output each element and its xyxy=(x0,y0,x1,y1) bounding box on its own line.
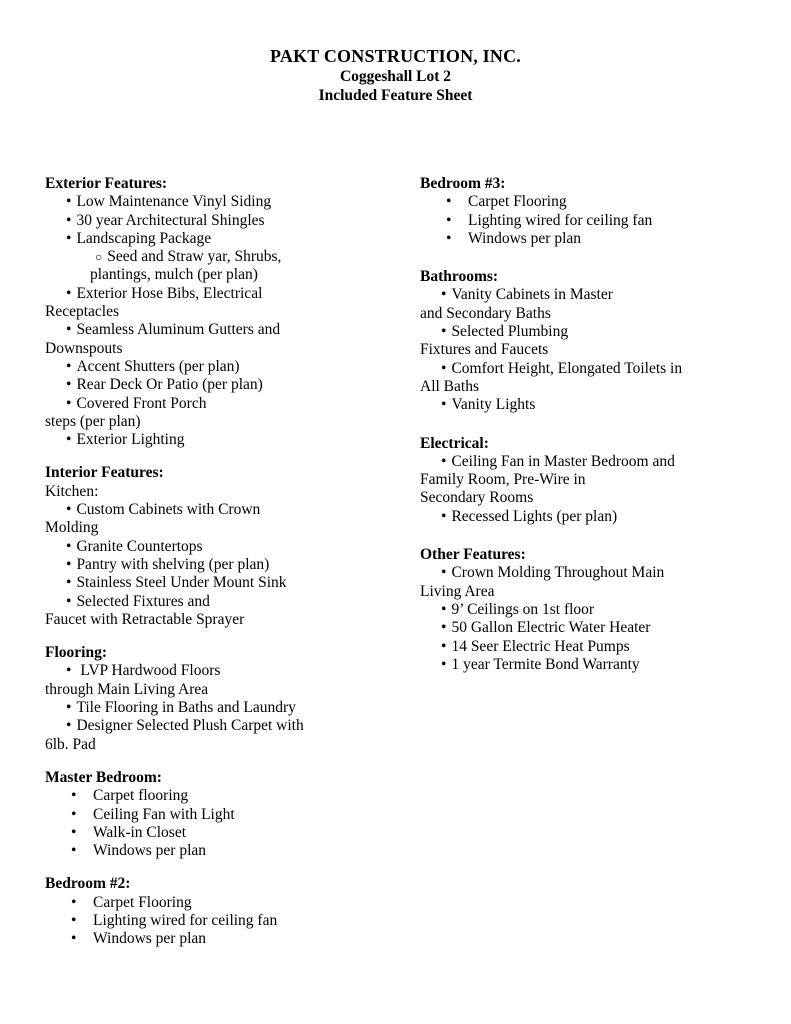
feature-text: LVP Hardwood Floors xyxy=(76,662,221,680)
feature-line xyxy=(420,341,775,359)
feature-text: 1 year Termite Bond Warranty xyxy=(451,655,640,673)
bullet-icon: • xyxy=(66,501,72,519)
feature-text: Low Maintenance Vinyl Siding xyxy=(76,193,272,211)
feature-text: Seamless Aluminum Gutters and xyxy=(76,321,281,339)
feature-text: 50 Gallon Electric Water Heater xyxy=(451,619,651,637)
feature-text: 14 Seer Electric Heat Pumps xyxy=(451,637,630,655)
feature-line xyxy=(45,574,420,592)
sheet-title: Included Feature Sheet xyxy=(318,87,473,104)
feature-text: Selected Plumbing xyxy=(451,323,569,341)
feature-text: Exterior Hose Bibs, Electrical xyxy=(76,284,263,302)
feature-text: Carpet Flooring xyxy=(93,893,192,911)
feature-line xyxy=(420,471,775,489)
feature-text: Granite Countertops xyxy=(76,537,203,555)
feature-line xyxy=(45,431,420,449)
bullet-icon: • xyxy=(446,193,452,211)
feature-text: Living Area xyxy=(420,582,495,600)
feature-text: Lighting wired for ceiling fan xyxy=(468,211,653,229)
feature-text: Windows per plan xyxy=(468,229,582,247)
feature-line xyxy=(420,583,775,601)
feature-line xyxy=(45,556,420,574)
feature-line xyxy=(420,656,775,674)
bullet-icon: • xyxy=(66,321,72,339)
bullet-icon: • xyxy=(71,842,77,860)
feature-line xyxy=(45,413,420,431)
feature-text: Landscaping Package xyxy=(76,229,212,247)
feature-line xyxy=(420,564,775,582)
bullet-icon: • xyxy=(71,805,77,823)
feature-line xyxy=(420,305,775,323)
feature-section xyxy=(45,644,420,754)
feature-text: 6lb. Pad xyxy=(45,735,96,753)
bullet-icon: • xyxy=(66,357,72,375)
feature-line xyxy=(420,396,775,414)
bullet-icon: • xyxy=(71,787,77,805)
bullet-icon: • xyxy=(66,555,72,573)
feature-line xyxy=(45,717,420,735)
feature-line xyxy=(45,611,420,629)
bullet-icon: • xyxy=(71,930,77,948)
feature-columns xyxy=(0,175,791,964)
feature-line xyxy=(45,358,420,376)
feature-line xyxy=(420,378,775,396)
bullet-icon: • xyxy=(441,286,447,304)
bullet-icon: • xyxy=(441,655,447,673)
bullet-icon: • xyxy=(66,574,72,592)
bullet-icon: • xyxy=(66,229,72,247)
bullet-icon: • xyxy=(66,211,72,229)
feature-text: Carpet Flooring xyxy=(468,193,567,211)
feature-line xyxy=(45,321,420,339)
feature-text: Accent Shutters (per plan) xyxy=(76,357,240,375)
feature-line xyxy=(45,519,420,537)
feature-text: Fixtures and Faucets xyxy=(420,341,549,359)
feature-text: Molding xyxy=(45,519,99,537)
feature-text: Faucet with Retractable Sprayer xyxy=(45,610,245,628)
bullet-icon: • xyxy=(441,564,447,582)
feature-text: Rear Deck Or Patio (per plan) xyxy=(76,376,263,394)
bullet-icon: • xyxy=(71,823,77,841)
section-subtitle: Kitchen: xyxy=(45,482,99,500)
bullet-icon: • xyxy=(66,699,72,717)
feature-text: Downspouts xyxy=(45,339,123,357)
feature-line xyxy=(420,323,775,341)
feature-line xyxy=(45,303,420,321)
feature-line xyxy=(45,842,420,860)
section-title: Other Features: xyxy=(420,546,526,564)
bullet-icon: • xyxy=(66,717,72,735)
feature-section xyxy=(420,268,775,414)
feature-line xyxy=(45,662,420,680)
circle-bullet-icon: ○ xyxy=(95,250,103,265)
feature-text: Comfort Height, Elongated Toilets in xyxy=(451,359,683,377)
feature-line xyxy=(45,787,420,805)
feature-section xyxy=(420,175,775,248)
feature-line xyxy=(45,538,420,556)
feature-text: Exterior Lighting xyxy=(76,431,185,449)
feature-line xyxy=(45,266,420,284)
feature-text: Recessed Lights (per plan) xyxy=(451,507,618,525)
feature-section xyxy=(420,546,775,674)
bullet-icon: • xyxy=(446,229,452,247)
feature-line xyxy=(420,286,775,304)
bullet-icon: • xyxy=(441,637,447,655)
feature-line xyxy=(45,736,420,754)
feature-text: Receptacles xyxy=(45,303,120,321)
feature-line xyxy=(45,894,420,912)
left-column xyxy=(45,175,420,964)
feature-text: Seed and Straw yar, Shrubs, xyxy=(107,248,282,266)
feature-section xyxy=(45,769,420,860)
document-header xyxy=(0,0,791,105)
bullet-icon: • xyxy=(66,284,72,302)
feature-line xyxy=(45,212,420,230)
feature-line xyxy=(45,930,420,948)
feature-line xyxy=(45,340,420,358)
feature-text: Windows per plan xyxy=(93,930,207,948)
bullet-icon: • xyxy=(66,592,72,610)
bullet-icon: • xyxy=(441,452,447,470)
feature-line xyxy=(45,230,420,248)
feature-text: steps (per plan) xyxy=(45,412,141,430)
feature-text: plantings, mulch (per plan) xyxy=(90,266,258,284)
feature-text: Family Room, Pre-Wire in xyxy=(420,471,586,489)
feature-line xyxy=(420,212,775,230)
feature-text: Custom Cabinets with Crown xyxy=(76,501,261,519)
section-title: Exterior Features: xyxy=(45,175,168,192)
feature-text: through Main Living Area xyxy=(45,680,209,698)
section-title: Bedroom #2: xyxy=(45,875,131,893)
section-title: Master Bedroom: xyxy=(45,768,162,786)
bullet-icon: • xyxy=(66,394,72,412)
feature-text: Vanity Cabinets in Master xyxy=(451,286,613,304)
feature-text: Windows per plan xyxy=(93,842,207,860)
feature-line xyxy=(420,360,775,378)
feature-text: Secondary Rooms xyxy=(420,489,534,507)
bullet-icon: • xyxy=(441,359,447,377)
feature-line xyxy=(420,619,775,637)
feature-section xyxy=(45,175,420,449)
feature-line xyxy=(45,193,420,211)
feature-section xyxy=(45,875,420,948)
bullet-icon: • xyxy=(66,431,72,449)
bullet-icon: • xyxy=(71,911,77,929)
feature-line xyxy=(45,395,420,413)
section-title: Electrical: xyxy=(420,434,489,452)
feature-text: Crown Molding Throughout Main xyxy=(451,564,665,582)
bullet-icon: • xyxy=(446,211,452,229)
feature-line xyxy=(45,806,420,824)
company-name: PAKT CONSTRUCTION, INC. xyxy=(270,46,521,66)
feature-text: 30 year Architectural Shingles xyxy=(76,211,265,229)
feature-line xyxy=(420,601,775,619)
feature-text: Designer Selected Plush Carpet with xyxy=(76,717,304,735)
feature-section xyxy=(420,435,775,526)
feature-text: and Secondary Baths xyxy=(420,304,551,322)
right-column xyxy=(420,175,775,964)
feature-text: Carpet flooring xyxy=(93,787,189,805)
feature-line xyxy=(45,501,420,519)
feature-text: Covered Front Porch xyxy=(76,394,207,412)
bullet-icon: • xyxy=(441,600,447,618)
bullet-icon: • xyxy=(66,376,72,394)
feature-text: 9’ Ceilings on 1st floor xyxy=(451,600,595,618)
feature-line xyxy=(420,230,775,248)
feature-text: Ceiling Fan in Master Bedroom and xyxy=(451,452,675,470)
feature-line xyxy=(45,248,420,266)
feature-line xyxy=(45,912,420,930)
bullet-icon: • xyxy=(441,507,447,525)
feature-line xyxy=(45,593,420,611)
feature-text: Walk-in Closet xyxy=(93,823,187,841)
feature-text: Pantry with shelving (per plan) xyxy=(76,555,270,573)
feature-line xyxy=(420,193,775,211)
feature-text: Selected Fixtures and xyxy=(76,592,210,610)
feature-section xyxy=(45,464,420,629)
feature-line xyxy=(45,285,420,303)
feature-line xyxy=(420,489,775,507)
feature-line xyxy=(45,376,420,394)
feature-text: Vanity Lights xyxy=(451,396,536,414)
feature-line xyxy=(45,699,420,717)
feature-line xyxy=(420,638,775,656)
feature-line xyxy=(420,453,775,471)
bullet-icon: • xyxy=(441,323,447,341)
bullet-icon: • xyxy=(71,893,77,911)
feature-line xyxy=(45,681,420,699)
bullet-icon: • xyxy=(66,662,72,680)
section-title: Flooring: xyxy=(45,644,107,662)
bullet-icon: • xyxy=(66,537,72,555)
bullet-icon: • xyxy=(441,619,447,637)
section-title: Bathrooms: xyxy=(420,268,499,286)
feature-line xyxy=(45,824,420,842)
section-title: Interior Features: xyxy=(45,464,164,482)
feature-line xyxy=(420,508,775,526)
bullet-icon: • xyxy=(441,396,447,414)
feature-text: All Baths xyxy=(420,377,479,395)
feature-text: Ceiling Fan with Light xyxy=(93,805,235,823)
feature-text: Lighting wired for ceiling fan xyxy=(93,911,278,929)
feature-text: Tile Flooring in Baths and Laundry xyxy=(76,699,296,717)
bullet-icon: • xyxy=(66,193,72,211)
project-name: Coggeshall Lot 2 xyxy=(339,68,452,85)
section-title: Bedroom #3: xyxy=(420,175,506,192)
feature-text: Stainless Steel Under Mount Sink xyxy=(76,574,287,592)
